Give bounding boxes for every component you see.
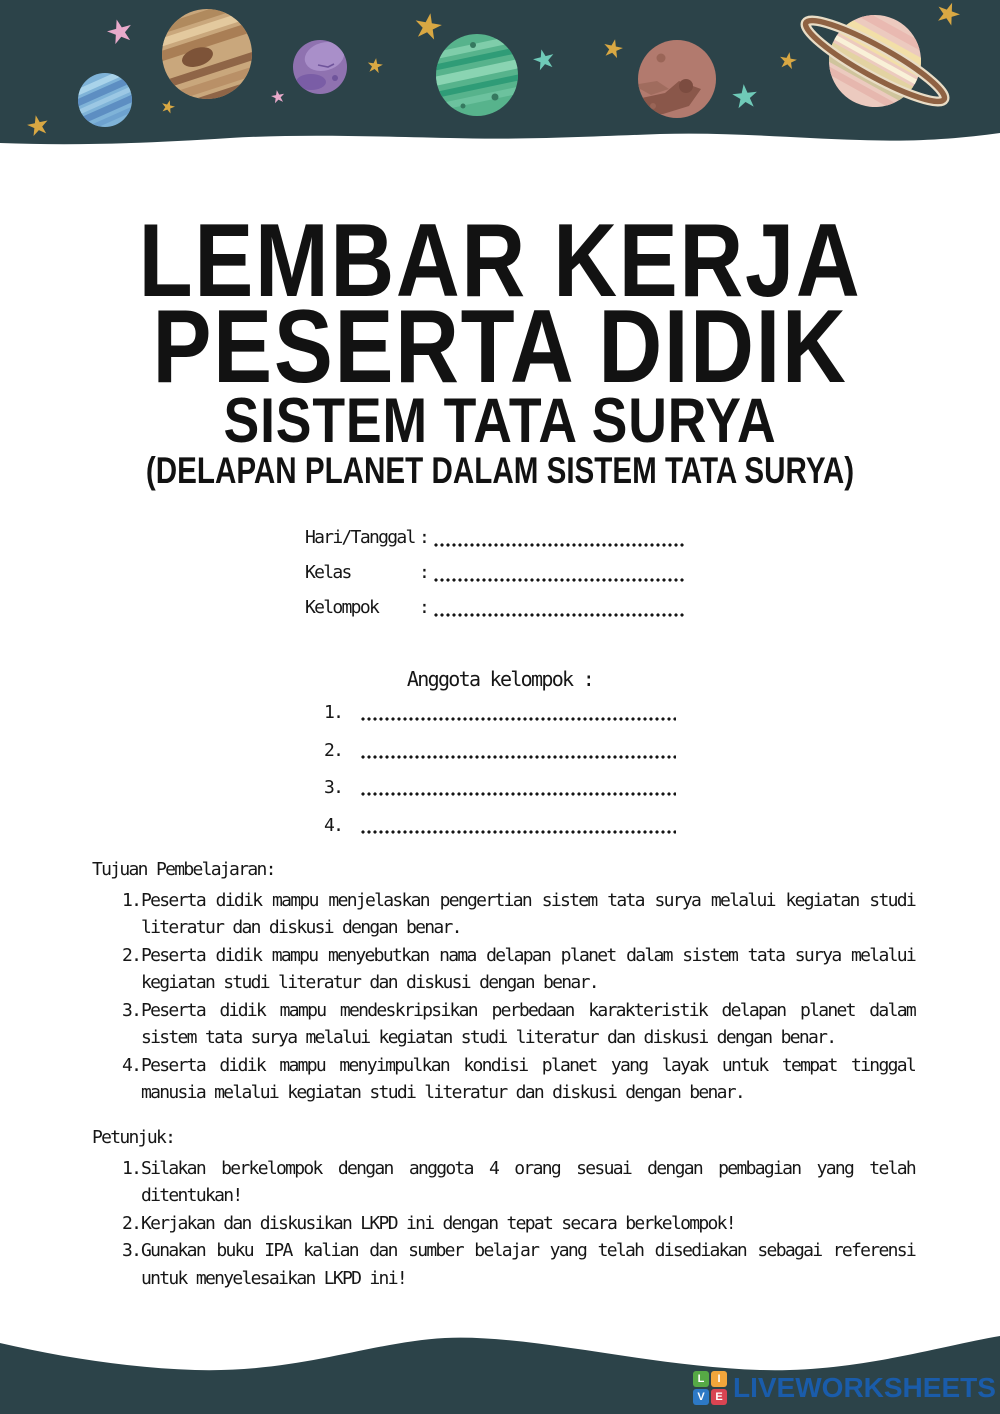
list-item (324, 701, 676, 727)
objective-text: Peserta didik mampu menyebutkan nama delapan planet dalam sistem tata surya melalui kegiatan studi literatur dan diskusi dengan benar. (141, 944, 915, 993)
form-row-kelompok (305, 597, 685, 632)
item-number: 2. (122, 1212, 141, 1234)
kelompok-answer-line[interactable] (433, 597, 685, 617)
list-item (324, 776, 676, 802)
learning-objectives-section (92, 856, 915, 1107)
liveworksheets-brand-text: LIVEWORKSHEETS (733, 1372, 996, 1403)
objective-text: Peserta didik mampu menjelaskan pengertian sistem tata surya melalui kegiatan studi literatur dan diskusi dengan benar. (141, 889, 915, 938)
item-number: 3. (122, 1240, 141, 1261)
item-number: 3. (122, 999, 141, 1021)
colon-separator: : (419, 562, 429, 583)
member-3-answer-line[interactable] (360, 776, 676, 796)
objective-item (122, 887, 915, 942)
members-list (324, 701, 676, 840)
objective-text: Peserta didik mampu menyimpulkan kondisi planet yang layak untuk tempat tinggal manusia melalui kegiatan studi literatur dan diskusi dengan benar. (141, 1054, 915, 1103)
page-subtitle: SISTEM TATA SURYA (223, 386, 777, 456)
kelas-label: Kelas (305, 562, 351, 583)
logo-letter-i: I (711, 1371, 727, 1387)
member-number: 1. (324, 702, 343, 723)
colon-separator: : (419, 527, 429, 548)
member-2-answer-line[interactable] (360, 739, 676, 759)
instruction-text: Kerjakan dan diskusikan LKPD ini dengan tepat secara berkelompok! (141, 1212, 735, 1234)
instructions-heading: Petunjuk: (92, 1127, 175, 1148)
item-number: 4. (122, 1054, 141, 1076)
logo-letter-e: E (711, 1389, 727, 1405)
member-number: 4. (324, 814, 343, 836)
instructions-section (92, 1124, 915, 1292)
logo-letter-v: V (693, 1389, 709, 1405)
colon-separator: : (419, 597, 429, 618)
hari-tanggal-label: Hari/Tanggal (305, 527, 415, 548)
item-number: 1. (122, 1157, 141, 1179)
item-number: 1. (122, 889, 141, 911)
instruction-item (122, 1210, 915, 1238)
liveworksheets-logo-icon (693, 1371, 727, 1405)
member-number: 2. (324, 739, 343, 761)
instruction-text: Gunakan buku IPA kalian dan sumber belajar yang telah disediakan sebagai referensi untuk menyelesaikan LKPD ini! (141, 1240, 915, 1289)
group-members-section (0, 666, 1000, 851)
page-title-line-1: LEMBAR KERJA (138, 203, 862, 319)
header-space-banner (0, 0, 1000, 152)
liveworksheets-logo[interactable] (693, 1371, 996, 1405)
instruction-text: Silakan berkelompok dengan anggota 4 orang sesuai dengan pembagian yang telah ditentukan! (141, 1157, 915, 1206)
instruction-item (122, 1155, 915, 1210)
objective-item (122, 997, 915, 1052)
page-tagline: (DELAPAN PLANET DALAM SISTEM TATA SURYA) (145, 450, 855, 491)
list-item (324, 739, 676, 765)
objective-item (122, 1052, 915, 1107)
objectives-heading: Tujuan Pembelajaran: (92, 859, 275, 880)
logo-letter-l: L (693, 1371, 709, 1387)
members-heading: Anggota kelompok : (406, 667, 594, 691)
identity-form (305, 527, 685, 632)
instruction-item (122, 1237, 915, 1292)
hari-tanggal-answer-line[interactable] (433, 527, 685, 547)
form-row-kelas (305, 562, 685, 597)
kelompok-label: Kelompok (305, 597, 379, 618)
objective-text: Peserta didik mampu mendeskripsikan perbedaan karakteristik delapan planet dalam sistem tata surya melalui kegiatan studi literatur dan diskusi dengan benar. (141, 999, 915, 1048)
objective-item (122, 942, 915, 997)
page-title-line-2: PESERTA DIDIK (152, 289, 848, 405)
list-item (324, 814, 676, 840)
member-4-answer-line[interactable] (360, 814, 676, 834)
member-1-answer-line[interactable] (360, 701, 676, 721)
item-number: 2. (122, 944, 141, 966)
form-row-hari-tanggal (305, 527, 685, 562)
kelas-answer-line[interactable] (433, 562, 685, 582)
member-number: 3. (324, 777, 343, 798)
